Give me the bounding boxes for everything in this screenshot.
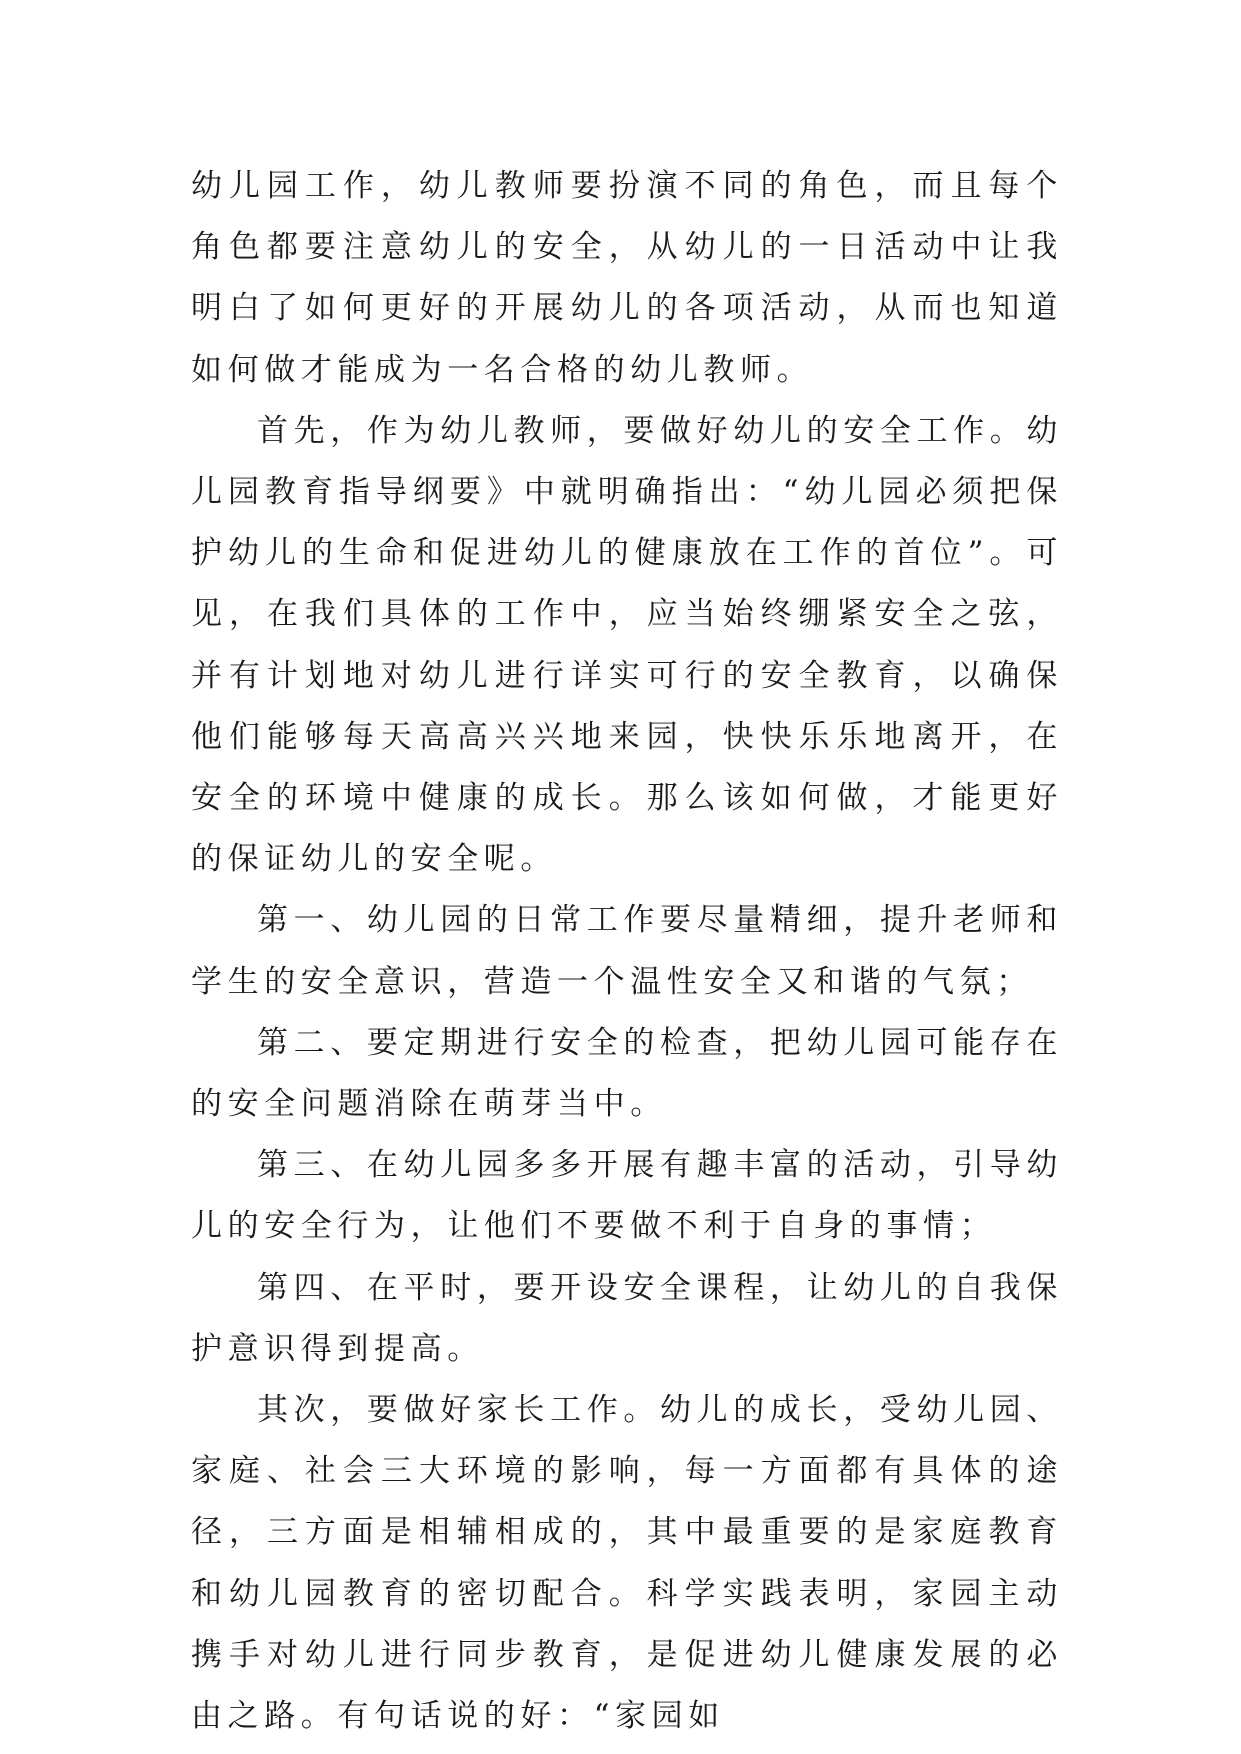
paragraph-2: 首先，作为幼儿教师，要做好幼儿的安全工作。幼儿园教育指导纲要》中就明确指出：“幼儿园必须把保护幼儿的生命和促进幼儿的健康放在工作的首位”。可见，在我们具体的工作中，应当始终绷紧安全之弦，并有计划地对幼儿进行详实可行的安全教育，以确保他们能够每天高高兴兴地来园，快快乐乐地离开，在安全的环境中健康的成长。那么该如何做，才能更好的保证幼儿的安全呢。 bbox=[191, 412, 1063, 878]
paragraph-4: 第二、要定期进行安全的检查，把幼儿园可能存在的安全问题消除在萌芽当中。 bbox=[191, 1024, 1063, 1123]
paragraph-3: 第一、幼儿园的日常工作要尽量精细，提升老师和学生的安全意识，营造一个温性安全又和谐的气氛； bbox=[191, 902, 1063, 1000]
paragraph-5: 第三、在幼儿园多多开展有趣丰富的活动，引导幼儿的安全行为，让他们不要做不利于自身的事情； bbox=[191, 1147, 1063, 1245]
paragraph-1: 幼儿园工作，幼儿教师要扮演不同的角色，而且每个角色都要注意幼儿的安全，从幼儿的一日活动中让我明白了如何更好的开展幼儿的各项活动，从而也知道如何做才能成为一名合格的幼儿教师。 bbox=[191, 168, 1063, 388]
paragraph-7: 其次，要做好家长工作。幼儿的成长，受幼儿园、家庭、社会三大环境的影响，每一方面都有具体的途径，三方面是相辅相成的，其中最重要的是家庭教育和幼儿园教育的密切配合。科学实践表明，家园主动携手对幼儿进行同步教育，是促进幼儿健康发展的必由之路。有句话说的好：“家园如 bbox=[191, 1392, 1063, 1735]
paragraph-6: 第四、在平时，要开设安全课程，让幼儿的自我保护意识得到提高。 bbox=[191, 1269, 1063, 1367]
document-body bbox=[191, 156, 1063, 1747]
